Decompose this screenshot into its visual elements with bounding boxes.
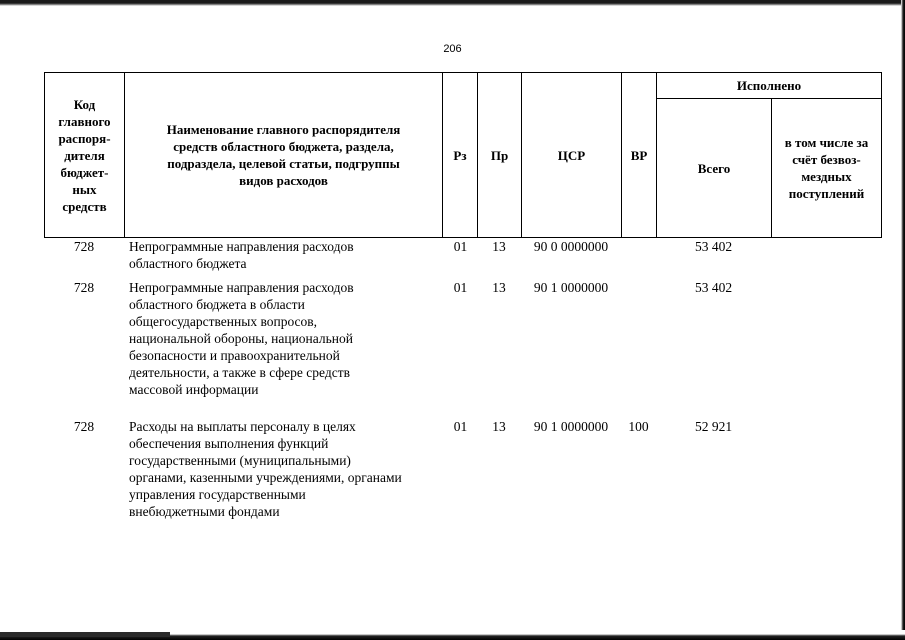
row-pr: 13 [492,280,506,295]
scan-top-edge [0,0,905,6]
header-total: Всего [697,160,731,176]
row-total: 53 402 [694,239,733,254]
header-free: в том числе за счёт безвоз- мездных поступлений [784,135,869,201]
page-number: 206 [443,43,462,55]
row-pr: 13 [492,239,506,254]
row-rz: 01 [453,280,468,295]
row-name: Непрограммные направления расходов областного бюджета в области общегосударственных вопросов, национальной обороны, национальной безопасности и правоохранительной деятельности, а также в сфере средств массовой информации [129,280,354,397]
row-csr: 90 0 0000000 [533,239,609,254]
row-csr: 90 1 0000000 [533,419,609,434]
row-name: Расходы на выплаты персоналу в целях обеспечения выполнения функций государственными (муниципальными) органами, казенными учреждениями, органами управления государственными внебюджетными фондами [129,419,402,519]
header-pr: Пр [490,147,509,163]
row-rz: 01 [453,419,468,434]
row-rz: 01 [453,239,468,254]
header-rz: Рз [453,147,467,163]
row-pr: 13 [492,419,506,434]
row-total: 53 402 [694,280,733,295]
header-vr: ВР [630,147,648,163]
scan-right-edge [901,0,905,640]
row-name: Непрограммные направления расходов областного бюджета [129,239,354,271]
header-name: Наименование главного распорядителя средств областного бюджета, раздела, подраздела, целевой статьи, подгруппы видов расходов [166,122,401,188]
table-header [44,72,882,238]
row-code: 728 [73,280,95,295]
row-code: 728 [73,419,95,434]
row-vr: 100 [628,419,649,434]
row-total: 52 921 [694,419,733,434]
header-code: Код главного распоря- дителя бюджет- ных средств [58,96,111,214]
row-code: 728 [73,239,95,254]
row-csr: 90 1 0000000 [533,280,609,295]
scan-bottom-left-edge [0,632,170,637]
header-csr: ЦСР [557,147,586,163]
header-executed: Исполнено [736,78,802,93]
